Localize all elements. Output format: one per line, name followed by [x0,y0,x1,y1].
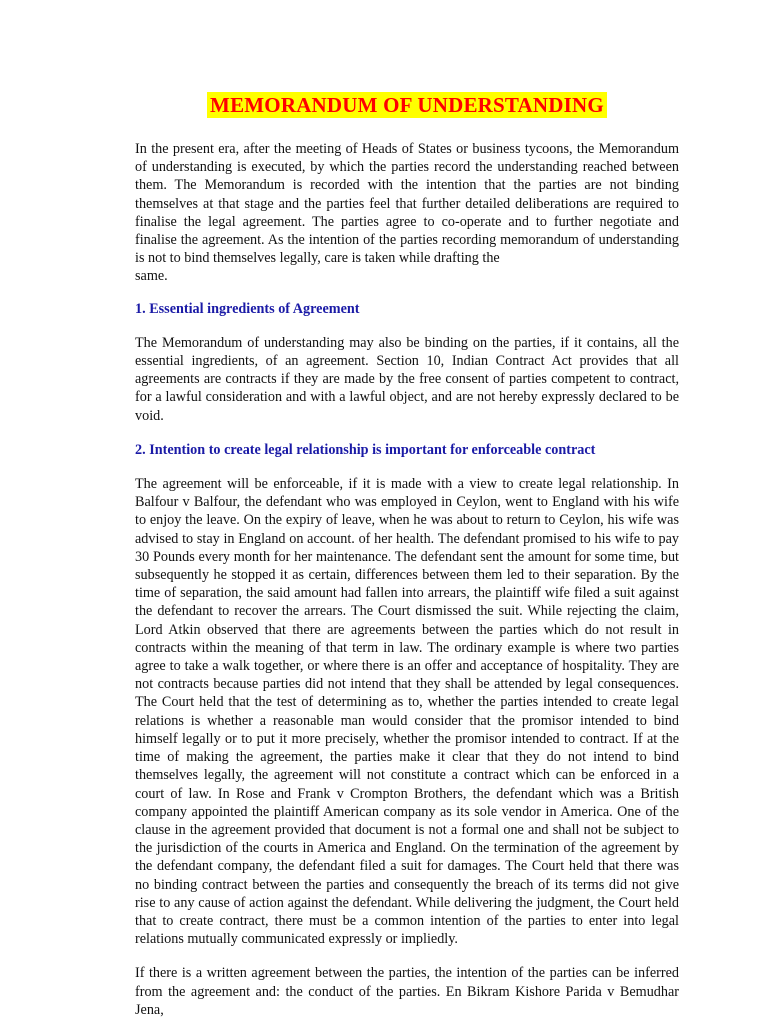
section-body-2: The agreement will be enforceable, if it is made with a view to create legal relationship. In Balfour v Balfour, the defendant who was employed in Ceylon, went to England with his wife to enjoy the leave. On the expiry of leave, when he was about to return to Ceylon, his wife was advised to stay in England on account. of her health. The defendant promised to his wife to pay 30 Pounds every month for her maintenance. The defendant sent the amount for some time, but subsequently he stopped it as certain, differences between them led to their separation. By the time of separation, the said amount had fallen into arrears, the plaintiff wife filed a suit against the defendant to recover the arrears. The Court dismissed the suit. While rejecting the claim, Lord Atkin observed that there are agreements between the parties which do not result in contracts within the meaning of that term in law. The ordinary example is where two parties agree to take a walk together, or where there is an offer and acceptance of hospitality. They are not contracts because parties did not intend that they shall be attended by legal consequences. The Court held that the test of determining as to, whether the parties intended to create legal relations is whether a reasonable man would consider that the promisor intended to bind himself legally or to put it more precisely, whether the promisor intended to contract. If at the time of making the agreement, the parties make it clear that they do not intend to bind themselves legally, the agreement will not constitute a contract which can be enforced in a court of law. In Rose and Frank v Crompton Brothers, the defendant which was a British company appointed the plaintiff American company as its sole vendor in America. One of the clause in the agreement provided that document is not a formal one and shall not be subject to the jurisdiction of the courts in America and England. On the termination of the agreement by the defendant company, the defendant filed a suit for damages. The Court held that there was no binding contract between the parties and consequently the breach of its terms did not give rise to any cause of action against the defendant. While delivering the judgment, the Court held that to create contract, there must be a common intention of the parties to enter into legal relations mutually communicated expressly or impliedly. [135,476,679,948]
document-title: MEMORANDUM OF UNDERSTANDING [207,92,607,118]
intro-paragraph: In the present era, after the meeting of Heads of States or business tycoons, the Memorandum of understanding is executed, by which the parties record the understanding reached between them. The Memorandum is recorded with the intention that the parties are not binding themselves at that stage and the parties feel that further detailed deliberations are required to finalise the legal agreement. The parties agree to co-operate and to further negotiate and finalise the agreement. As the intention of the parties recording memorandum of understanding is not to bind themselves legally, care is taken while drafting the [135,141,679,267]
section-body-1: The Memorandum of understanding may also be binding on the parties, if it contains, all the essential ingredients, of an agreement. Section 10, Indian Contract Act provides that all agreements are contracts if they are made by the free consent of parties competent to contract, for a lawful consideration and with a lawful object, and are not hereby expressly declared to be void. [135,334,679,424]
intro-paragraph-tail: same. [135,268,168,285]
section-heading-1: 1. Essential ingredients of Agreement [135,300,360,317]
document-page [135,92,679,1019]
title-block [135,92,679,118]
section-heading-2: 2. Intention to create legal relationship is important for enforceable contract [135,441,596,458]
closing-paragraph: If there is a written agreement between the parties, the intention of the parties can be inferred from the agreement and: the conduct of the parties. En Bikram Kishore Parida v Bemudhar Jena, [135,965,679,1018]
